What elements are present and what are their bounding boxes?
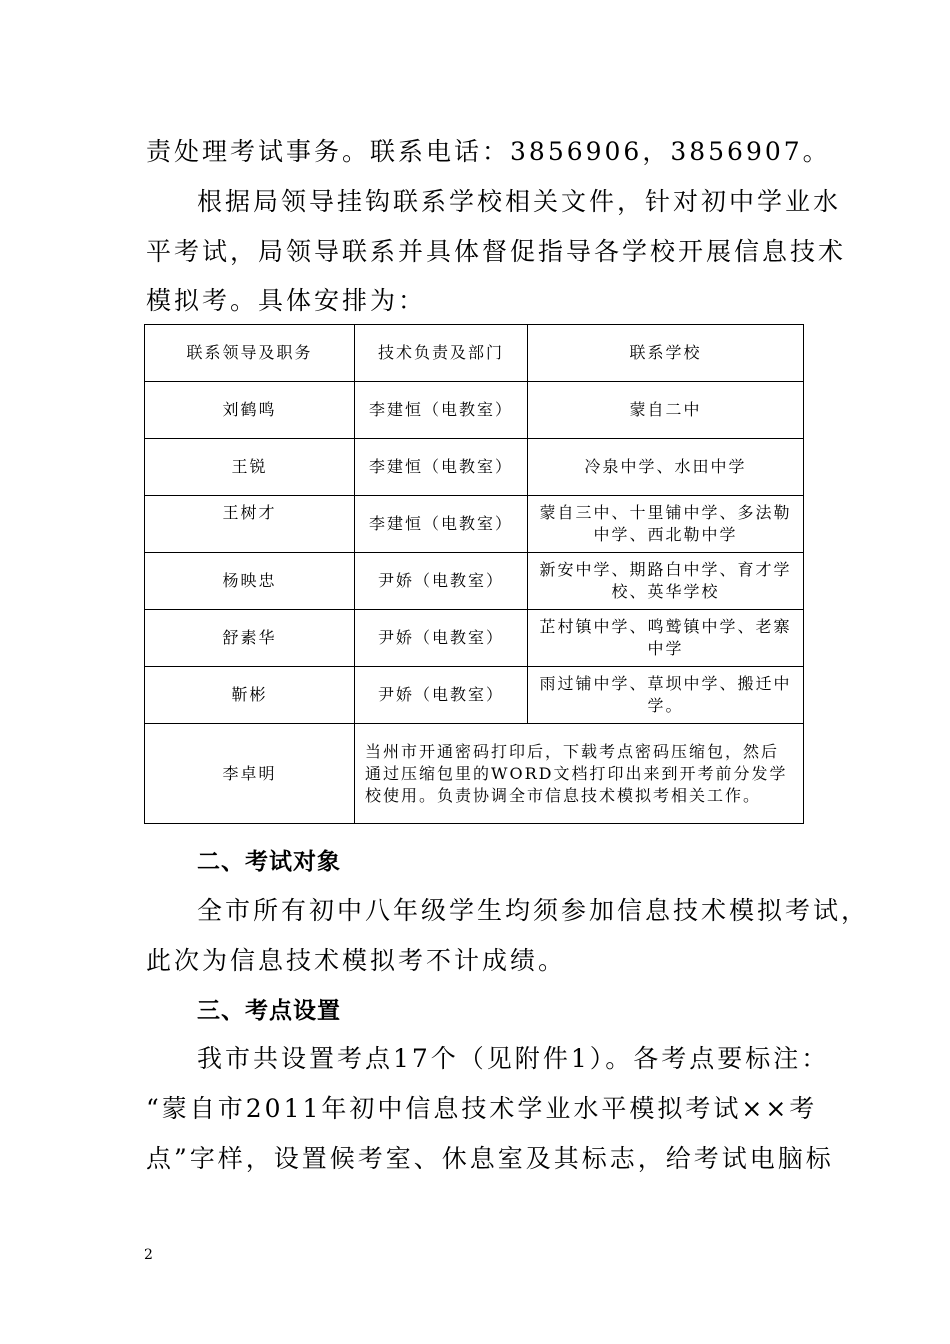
table-row bbox=[145, 496, 804, 553]
schools-cell: 冷泉中学、水田中学 bbox=[528, 439, 804, 496]
paragraph-line: 根据局领导挂钩联系学校相关文件，针对初中学业水 bbox=[197, 187, 842, 216]
table-row bbox=[145, 553, 804, 610]
paragraph-line: 全市所有初中八年级学生均须参加信息技术模拟考试， bbox=[197, 896, 870, 925]
tech-cell: 尹娇（电教室） bbox=[355, 667, 528, 724]
tech-cell: 尹娇（电教室） bbox=[355, 610, 528, 667]
leader-cell: 王锐 bbox=[145, 439, 355, 496]
schools-cell: 新安中学、期路白中学、育才学校、英华学校 bbox=[528, 553, 804, 610]
paragraph-line: 点”字样，设置候考室、休息室及其标志，给考试电脑标 bbox=[146, 1144, 834, 1173]
schools-cell: 雨过铺中学、草坝中学、搬迁中学。 bbox=[528, 667, 804, 724]
schools-cell: 芷村镇中学、鸣鹫镇中学、老寨中学 bbox=[528, 610, 804, 667]
table-row bbox=[145, 382, 804, 439]
paragraph-line: “蒙自市2011年初中信息技术学业水平模拟考试××考 bbox=[146, 1094, 818, 1123]
paragraph-line: 此次为信息技术模拟考不计成绩。 bbox=[146, 946, 567, 975]
tech-cell: 李建恒（电教室） bbox=[355, 439, 528, 496]
contact-table bbox=[144, 324, 804, 824]
leader-cell: 杨映忠 bbox=[145, 553, 355, 610]
page-number: 2 bbox=[144, 1247, 153, 1263]
leader-cell: 刘鹤鸣 bbox=[145, 382, 355, 439]
paragraph-line: 责处理考试事务。联系电话：3856906，3856907。 bbox=[146, 137, 831, 166]
header-tech: 技术负责及部门 bbox=[355, 325, 528, 382]
note-cell: 当州市开通密码打印后，下载考点密码压缩包，然后通过压缩包里的WORD文档打印出来到开考前分发学校使用。负责协调全市信息技术模拟考相关工作。 bbox=[355, 724, 804, 824]
table-row bbox=[145, 667, 804, 724]
header-leader: 联系领导及职务 bbox=[145, 325, 355, 382]
leader-cell: 靳彬 bbox=[145, 667, 355, 724]
tech-cell: 李建恒（电教室） bbox=[355, 496, 528, 553]
paragraph-line: 我市共设置考点17个（见附件1）。各考点要标注： bbox=[197, 1044, 830, 1073]
table-row bbox=[145, 610, 804, 667]
leader-cell: 王树才 bbox=[145, 496, 355, 553]
tech-cell: 李建恒（电教室） bbox=[355, 382, 528, 439]
section-heading: 三、考点设置 bbox=[197, 998, 341, 1024]
section-heading: 二、考试对象 bbox=[197, 849, 341, 875]
leader-cell: 李卓明 bbox=[145, 724, 355, 824]
schools-cell: 蒙自三中、十里铺中学、多法勒中学、西北勒中学 bbox=[528, 496, 804, 553]
leader-cell: 舒素华 bbox=[145, 610, 355, 667]
paragraph-line: 平考试，局领导联系并具体督促指导各学校开展信息技术 bbox=[146, 237, 847, 266]
table-header-row bbox=[145, 325, 804, 382]
table-row bbox=[145, 724, 804, 824]
tech-cell: 尹娇（电教室） bbox=[355, 553, 528, 610]
table-row bbox=[145, 439, 804, 496]
header-schools: 联系学校 bbox=[528, 325, 804, 382]
schools-cell: 蒙自二中 bbox=[528, 382, 804, 439]
paragraph-line: 模拟考。具体安排为： bbox=[146, 286, 427, 315]
